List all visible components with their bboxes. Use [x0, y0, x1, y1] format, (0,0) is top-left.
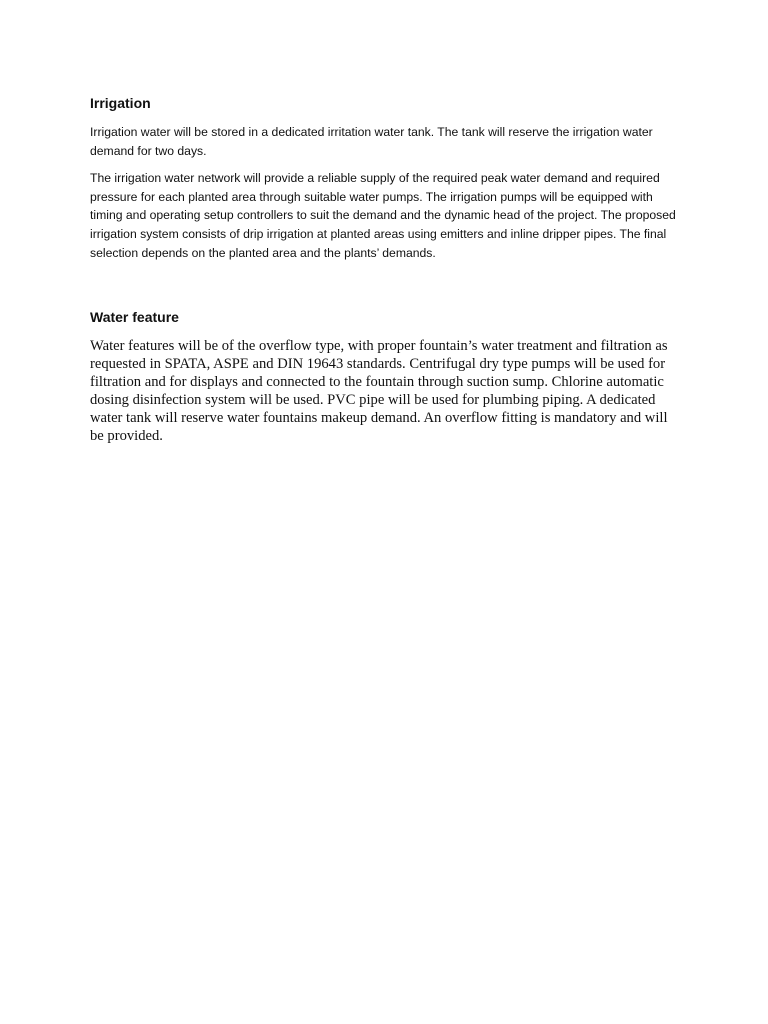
- water-feature-paragraph: Water features will be of the overflow type, with proper fountain’s water treatment and filtration as requested in SPATA, ASPE and DIN 19643 standards. Centrifugal dry type pumps will be used for filtration and for displays and connected to the fountain through suction sump. Chlorine automatic dosing disinfection system will be used. PVC pipe will be used for plumbing piping. A dedicated water tank will reserve water fountains makeup demand. An overflow fitting is mandatory and will be provided.: [90, 338, 668, 445]
- section-water-feature: [90, 307, 680, 446]
- section-irrigation: [90, 93, 680, 271]
- section-heading-water-feature: Water feature: [90, 309, 179, 325]
- irrigation-paragraph-1: Irrigation water will be stored in a dedicated irritation water tank. The tank will reserve the irrigation water demand for two days.: [90, 125, 653, 158]
- irrigation-paragraph-2: The irrigation water network will provide a reliable supply of the required peak water demand and required pressure for each planted area through suitable water pumps. The irrigation pumps will be equipped with timing and operating setup controllers to suit the demand and the dynamic head of the project. The proposed irrigation system consists of drip irrigation at planted areas using emitters and inline dripper pipes. The final selection depends on the planted area and the plants’ demands.: [90, 171, 676, 260]
- section-heading-irrigation: Irrigation: [90, 95, 151, 111]
